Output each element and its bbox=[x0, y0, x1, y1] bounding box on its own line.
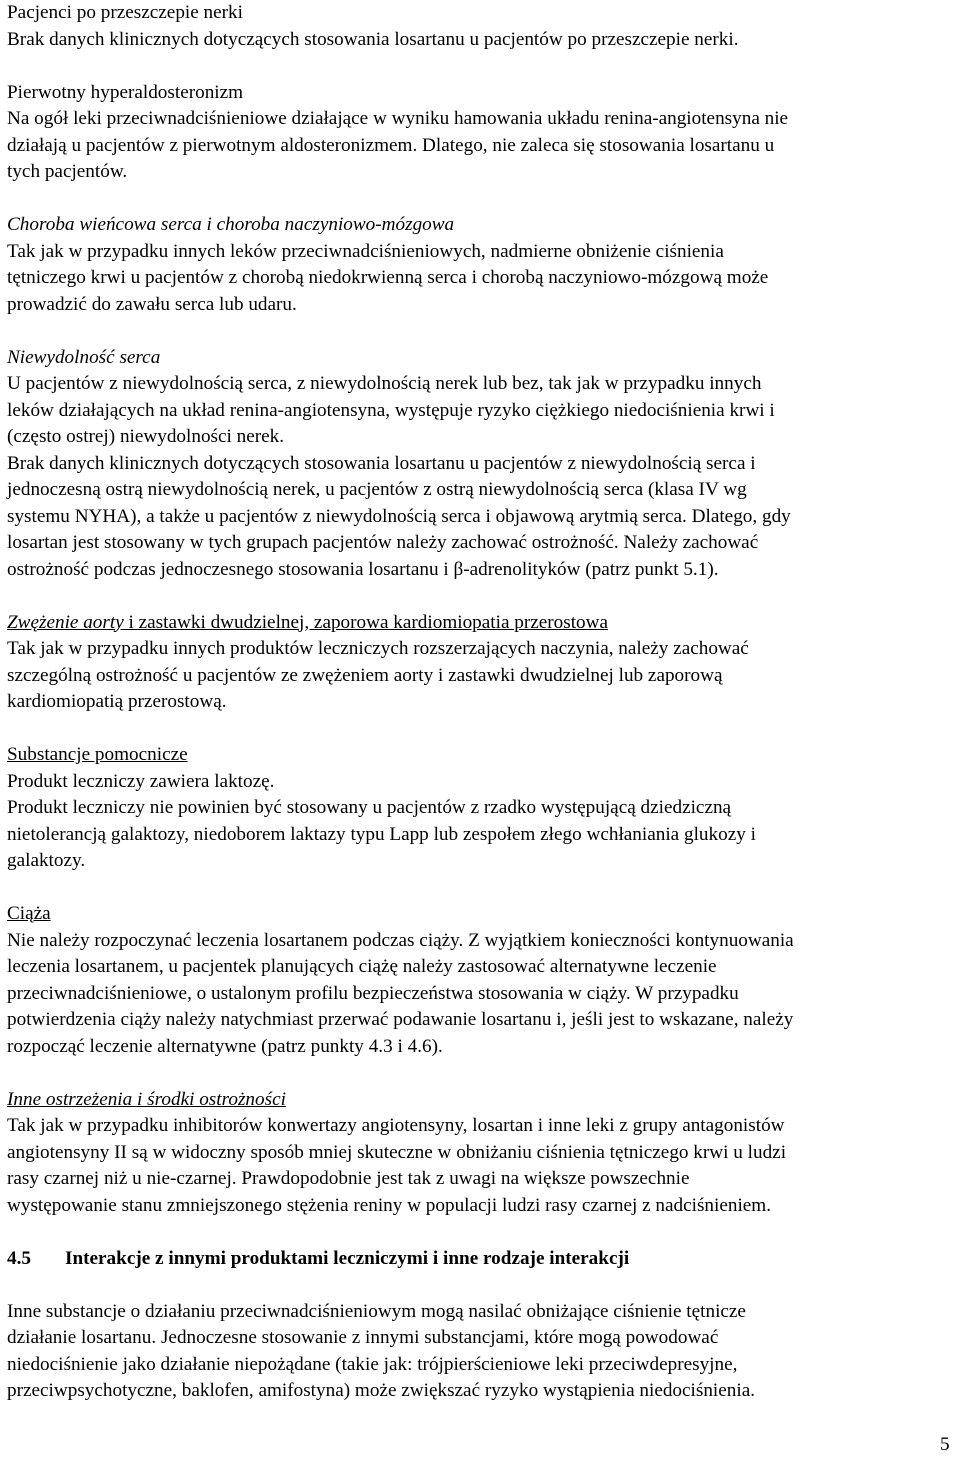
section-title: Substancje pomocnicze bbox=[7, 744, 188, 765]
text-line: Tak jak w przypadku inhibitorów konwertazy angiotensyny, losartan i inne leki z grupy antagonistów bbox=[7, 1115, 785, 1136]
text-line: losartan jest stosowany w tych grupach pacjentów należy zachować ostrożność. Należy zachować bbox=[7, 532, 759, 553]
text-line: kardiomiopatią przerostową. bbox=[7, 691, 227, 712]
text-line: szczególną ostrożność u pacjentów ze zwężeniem aorty i zastawki dwudzielnej lub zaporową bbox=[7, 664, 723, 686]
text-line: Produkt leczniczy nie powinien być stosowany u pacjentów z rzadko występującą dziedziczną bbox=[7, 797, 732, 818]
section-title: Inne ostrzeżenia i środki ostrożności bbox=[7, 1088, 286, 1110]
section-title: Ciąża bbox=[7, 903, 51, 924]
text-line: systemu NYHA), a także u pacjentów z niewydolnością serca i objawową arytmią serca. Dlatego, gdy bbox=[7, 505, 791, 527]
section-interactions bbox=[7, 1299, 955, 1405]
text-line: przeciwpsychotyczne, baklofen, amifostyna) może zwiększać ryzyko wystąpienia niedociśnienia. bbox=[7, 1380, 756, 1401]
page-number: 5 bbox=[940, 1434, 950, 1455]
text-line: Brak danych klinicznych dotyczących stosowania losartanu u pacjentów z niewydolnością serca i bbox=[7, 452, 756, 474]
section-excipients bbox=[7, 742, 955, 875]
section-heading-4-5 bbox=[7, 1246, 955, 1273]
text-line: U pacjentów z niewydolnością serca, z niewydolnością nerek lub bez, tak jak w przypadku innych bbox=[7, 373, 762, 394]
text-line: angiotensyny II są w widoczny sposób mniej skuteczne w obniżaniu ciśnienia tętniczego krwi u ludzi bbox=[7, 1141, 787, 1163]
text-line: rasy czarnej niż u nie-czarnej. Prawdopodobnie jest tak z uwagi na większe powszechnie bbox=[7, 1168, 690, 1189]
section-aortic-stenosis bbox=[7, 610, 955, 716]
section-pregnancy bbox=[7, 901, 955, 1060]
section-kidney-transplant bbox=[7, 0, 955, 53]
section-title bbox=[7, 610, 955, 637]
text-line: prowadzić do zawału serca lub udaru. bbox=[7, 293, 297, 315]
text-line: ostrożność podczas jednoczesnego stosowania losartanu i β-adrenolityków (patrz punkt 5.1). bbox=[7, 558, 719, 580]
text-line: galaktozy. bbox=[7, 850, 86, 871]
section-title: Niewydolność serca bbox=[7, 346, 161, 368]
text-line: potwierdzenia ciąży należy natychmiast przerwać podawanie losartanu i, jeśli jest to wskazane, należy bbox=[7, 1009, 794, 1030]
text-line: występowanie stanu zmniejszonego stężenia reniny w populacji ludzi rasy czarnej z nadciśnieniem. bbox=[7, 1194, 772, 1216]
section-number: 4.5 bbox=[7, 1247, 31, 1269]
text-line: (często ostrej) niewydolności nerek. bbox=[7, 426, 285, 447]
text-line: tętniczego krwi u pacjentów z chorobą niedokrwienną serca i chorobą naczyniowo-mózgową może bbox=[7, 267, 769, 288]
section-heart-failure bbox=[7, 345, 955, 584]
text-line: niedociśnienie jako działanie niepożądane (takie jak: trójpierścieniowe leki przeciwdepresyjne, bbox=[7, 1353, 738, 1375]
text-line: Brak danych klinicznych dotyczących stosowania losartanu u pacjentów po przeszczepie nerki. bbox=[7, 28, 739, 50]
section-title: Choroba wieńcowa serca i choroba naczyniowo-mózgowa bbox=[7, 214, 455, 235]
section-title-rest: i zastawki dwudzielnej, zaporowa kardiomiopatia przerostowa bbox=[123, 611, 609, 633]
section-heading-title: Interakcje z innymi produktami leczniczymi i inne rodzaje interakcji bbox=[65, 1247, 630, 1269]
text-line: rozpocząć leczenie alternatywne (patrz punkty 4.3 i 4.6). bbox=[7, 1035, 443, 1057]
text-line: Tak jak w przypadku innych produktów leczniczych rozszerzających naczynia, należy zachować bbox=[7, 638, 749, 659]
text-line: przeciwnadciśnieniowe, o ustalonym profilu bezpieczeństwa stosowania w ciąży. W przypadku bbox=[7, 982, 739, 1004]
document-page bbox=[7, 0, 955, 1405]
text-line: jednoczesną ostrą niewydolnością nerek, u pacjentów z ostrą niewydolnością serca (klasa IV wg bbox=[7, 479, 747, 500]
section-hyperaldosteronism bbox=[7, 80, 955, 186]
text-line: leków działających na układ renina-angiotensyna, występuje ryzyko ciężkiego niedociśnienia krwi i bbox=[7, 399, 775, 421]
text-line: Na ogół leki przeciwnadciśnieniowe działające w wyniku hamowania układu renina-angiotensyna nie bbox=[7, 108, 789, 129]
section-other-warnings bbox=[7, 1087, 955, 1220]
text-line: działają u pacjentów z pierwotnym aldosteronizmem. Dlatego, nie zaleca się stosowania losartanu u bbox=[7, 134, 775, 156]
text-line: Tak jak w przypadku innych leków przeciwnadciśnieniowych, nadmierne obniżenie ciśnienia bbox=[7, 240, 724, 262]
text-line: Nie należy rozpoczynać leczenia losartanem podczas ciąży. Z wyjątkiem konieczności kontynuowania bbox=[7, 929, 794, 951]
text-line: Inne substancje o działaniu przeciwnadciśnieniowym mogą nasilać obniżające ciśnienie tętnicze bbox=[7, 1300, 746, 1322]
section-title: Pierwotny hyperaldosteronizm bbox=[7, 81, 244, 103]
text-line: działanie losartanu. Jednoczesne stosowanie z innymi substancjami, które mogą powodować bbox=[7, 1327, 719, 1348]
section-title: Pacjenci po przeszczepie nerki bbox=[7, 2, 243, 23]
text-line: Produkt leczniczy zawiera laktozę. bbox=[7, 770, 275, 792]
text-line: nietolerancją galaktozy, niedoborem laktazy typu Lapp lub zespołem złego wchłaniania glukozy i bbox=[7, 823, 756, 845]
section-coronary-disease bbox=[7, 212, 955, 318]
text-line: tych pacjentów. bbox=[7, 161, 128, 182]
section-title-italic: Zwężenie aorty bbox=[7, 611, 124, 633]
text-line: leczenia losartanem, u pacjentek planujących ciążę należy zastosować alternatywne leczenie bbox=[7, 956, 717, 977]
